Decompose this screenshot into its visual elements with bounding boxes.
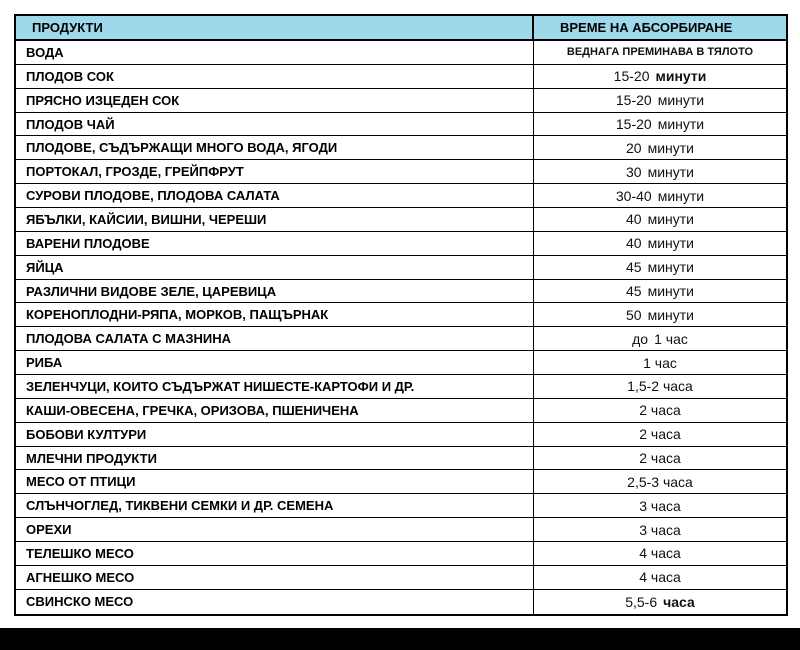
- product-cell: ЯБЪЛКИ, КАЙСИИ, ВИШНИ, ЧЕРЕШИ: [16, 208, 534, 231]
- time-cell: [534, 542, 786, 565]
- time-value: 2 часа: [639, 402, 681, 419]
- time-value: 50: [626, 306, 642, 323]
- time-unit: 1 час: [654, 330, 688, 347]
- bottom-black-bar: [0, 628, 800, 650]
- table-row: [16, 208, 786, 232]
- product-cell: МЛЕЧНИ ПРОДУКТИ: [16, 447, 534, 470]
- product-cell: ВАРЕНИ ПЛОДОВЕ: [16, 232, 534, 255]
- product-cell: ПРЯСНО ИЗЦЕДЕН СОК: [16, 89, 534, 112]
- table-row: [16, 566, 786, 590]
- product-cell: ПЛОДОВЕ, СЪДЪРЖАЩИ МНОГО ВОДА, ЯГОДИ: [16, 136, 534, 159]
- time-unit: минути: [647, 211, 694, 228]
- table-row: [16, 113, 786, 137]
- table-row: [16, 184, 786, 208]
- table-row: [16, 280, 786, 304]
- product-cell: РАЗЛИЧНИ ВИДОВЕ ЗЕЛЕ, ЦАРЕВИЦА: [16, 280, 534, 303]
- time-value: 2 часа: [639, 426, 681, 443]
- time-value: 5,5-6: [625, 593, 658, 610]
- product-cell: ОРЕХИ: [16, 518, 534, 541]
- product-cell: СУРОВИ ПЛОДОВЕ, ПЛОДОВА САЛАТА: [16, 184, 534, 207]
- time-value: 15-20: [613, 68, 650, 85]
- time-cell: [534, 65, 786, 88]
- time-value: 40: [626, 235, 642, 252]
- header-products: ПРОДУКТИ: [16, 16, 534, 39]
- time-cell: [534, 470, 786, 493]
- time-value: 20: [626, 139, 642, 156]
- time-unit: часа: [663, 593, 695, 610]
- time-cell: [534, 447, 786, 470]
- table-row: [16, 232, 786, 256]
- table-row: [16, 65, 786, 89]
- time-cell: [534, 327, 786, 350]
- time-cell: [534, 160, 786, 183]
- time-cell: [534, 351, 786, 374]
- time-cell: [534, 423, 786, 446]
- time-value: 4 часа: [639, 545, 681, 562]
- time-unit: минути: [647, 235, 694, 252]
- time-cell: [534, 113, 786, 136]
- product-cell: КАШИ-ОВЕСЕНА, ГРЕЧКА, ОРИЗОВА, ПШЕНИЧЕНА: [16, 399, 534, 422]
- time-value: 45: [626, 283, 642, 300]
- table-row: [16, 327, 786, 351]
- product-cell: ПЛОДОВ ЧАЙ: [16, 113, 534, 136]
- time-value: 2 часа: [639, 450, 681, 467]
- table-row: [16, 447, 786, 471]
- time-cell: [534, 232, 786, 255]
- time-value: 15-20: [615, 92, 652, 109]
- product-cell: РИБА: [16, 351, 534, 374]
- time-value: 15-20: [615, 116, 652, 132]
- time-value: 3 часа: [639, 497, 681, 514]
- time-value: 2,5-3 часа: [627, 473, 693, 490]
- time-cell: [534, 136, 786, 159]
- table-row: [16, 399, 786, 423]
- product-cell: МЕСО ОТ ПТИЦИ: [16, 470, 534, 493]
- time-value: 3 часа: [639, 521, 681, 538]
- time-unit: минути: [657, 187, 705, 204]
- time-unit: минути: [647, 283, 694, 300]
- time-unit: минути: [657, 92, 705, 109]
- time-value: 30: [626, 163, 642, 180]
- time-value: 4 часа: [639, 569, 681, 586]
- time-unit: минути: [647, 306, 694, 323]
- product-cell: ЗЕЛЕНЧУЦИ, КОИТО СЪДЪРЖАТ НИШЕСТЕ-КАРТОФИ И ДР.: [16, 375, 534, 398]
- time-value: 1 час: [643, 354, 677, 371]
- table-row: [16, 375, 786, 399]
- time-cell: [534, 590, 786, 614]
- table-row: [16, 89, 786, 113]
- product-cell: ПЛОДОВ СОК: [16, 65, 534, 88]
- table-row: [16, 256, 786, 280]
- absorption-table-body: [14, 41, 788, 616]
- time-cell: [534, 208, 786, 231]
- time-value: 40: [626, 211, 642, 228]
- product-cell: СВИНСКО МЕСО: [16, 590, 534, 614]
- table-row: [16, 518, 786, 542]
- product-cell: ПОРТОКАЛ, ГРОЗДЕ, ГРЕЙПФРУТ: [16, 160, 534, 183]
- table-row: [16, 494, 786, 518]
- product-cell: ЯЙЦА: [16, 256, 534, 279]
- time-unit: минути: [655, 68, 707, 85]
- table-row: [16, 590, 786, 614]
- product-cell: СЛЪНЧОГЛЕД, ТИКВЕНИ СЕМКИ И ДР. СЕМЕНА: [16, 494, 534, 517]
- product-cell: КОРЕНОПЛОДНИ-РЯПА, МОРКОВ, ПАЩЪРНАК: [16, 303, 534, 326]
- time-value: ВЕДНАГА ПРЕМИНАВА В ТЯЛОТО: [566, 46, 754, 59]
- time-cell: [534, 256, 786, 279]
- time-unit: минути: [647, 163, 694, 180]
- product-cell: ВОДА: [16, 41, 534, 64]
- table-row: [16, 160, 786, 184]
- time-unit: минути: [657, 116, 705, 132]
- time-unit: минути: [647, 259, 694, 276]
- table-row: [16, 351, 786, 375]
- time-value: до: [632, 330, 649, 347]
- table-header: [14, 14, 788, 41]
- time-cell: [534, 518, 786, 541]
- time-cell: [534, 41, 786, 64]
- table-row: [16, 542, 786, 566]
- time-cell: [534, 303, 786, 326]
- table-row: [16, 41, 786, 65]
- product-cell: ТЕЛЕШКО МЕСО: [16, 542, 534, 565]
- time-value: 45: [626, 259, 642, 276]
- time-value: 1,5-2 часа: [627, 378, 693, 395]
- time-cell: [534, 399, 786, 422]
- product-cell: БОБОВИ КУЛТУРИ: [16, 423, 534, 446]
- time-cell: [534, 280, 786, 303]
- product-cell: АГНЕШКО МЕСО: [16, 566, 534, 589]
- time-unit: минути: [647, 139, 694, 156]
- time-cell: [534, 89, 786, 112]
- table-row: [16, 423, 786, 447]
- header-absorption-time: ВРЕМЕ НА АБСОРБИРАНЕ: [560, 20, 733, 35]
- time-value: 30-40: [615, 187, 652, 204]
- time-cell: [534, 566, 786, 589]
- time-cell: [534, 494, 786, 517]
- time-cell: [534, 375, 786, 398]
- table-row: [16, 470, 786, 494]
- table-row: [16, 303, 786, 327]
- product-cell: ПЛОДОВА САЛАТА С МАЗНИНА: [16, 327, 534, 350]
- time-cell: [534, 184, 786, 207]
- table-row: [16, 136, 786, 160]
